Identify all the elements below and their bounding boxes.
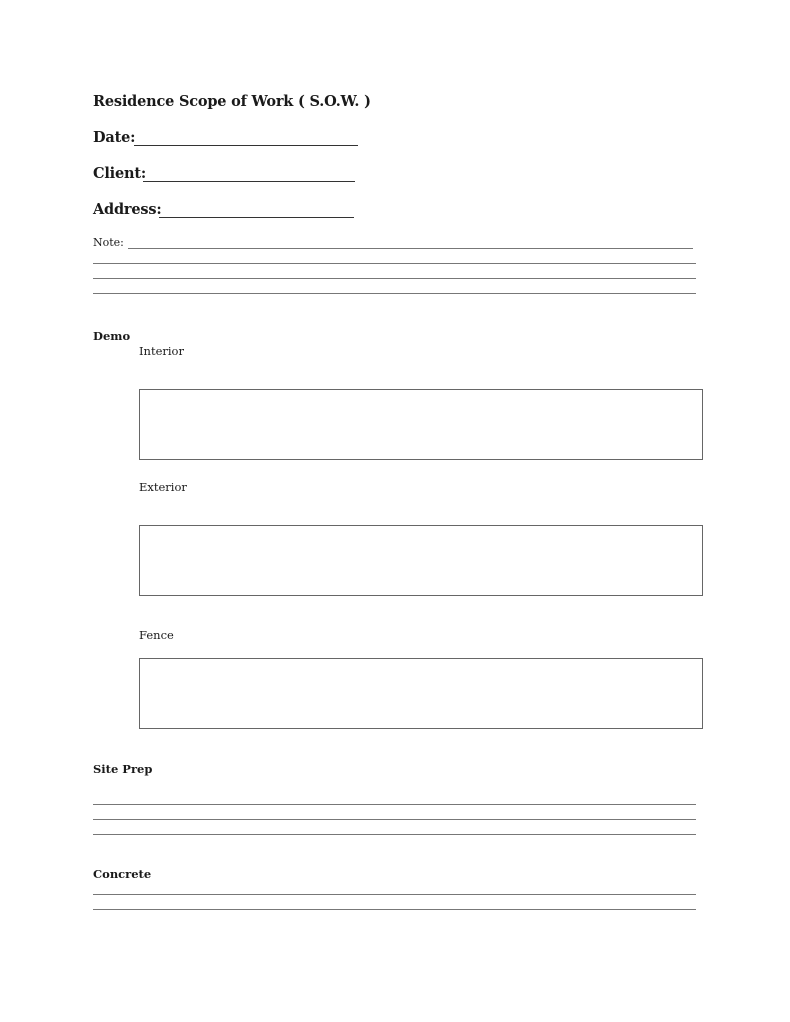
- note-label: Note:: [93, 236, 124, 249]
- note-line-2[interactable]: [93, 263, 696, 264]
- date-field[interactable]: [134, 145, 358, 146]
- interior-label: Interior: [139, 344, 184, 358]
- address-field[interactable]: [159, 217, 354, 218]
- fence-label: Fence: [139, 628, 174, 642]
- document-title: Residence Scope of Work ( S.O.W. ): [93, 93, 371, 110]
- address-label: Address:: [93, 201, 162, 218]
- section-site-prep-heading: Site Prep: [93, 762, 153, 776]
- section-concrete-heading: Concrete: [93, 867, 152, 881]
- site-prep-line-2[interactable]: [93, 819, 696, 820]
- exterior-label: Exterior: [139, 480, 187, 494]
- date-label: Date:: [93, 129, 136, 146]
- site-prep-line-3[interactable]: [93, 834, 696, 835]
- concrete-line-1[interactable]: [93, 894, 696, 895]
- site-prep-line-1[interactable]: [93, 804, 696, 805]
- section-demo-heading: Demo: [93, 329, 131, 343]
- client-field[interactable]: [143, 181, 355, 182]
- exterior-textbox[interactable]: [139, 525, 703, 596]
- fence-textbox[interactable]: [139, 658, 703, 729]
- concrete-line-2[interactable]: [93, 909, 696, 910]
- note-line-1[interactable]: [128, 248, 693, 249]
- note-line-3[interactable]: [93, 278, 696, 279]
- note-line-4[interactable]: [93, 293, 696, 294]
- client-label: Client:: [93, 165, 146, 182]
- interior-textbox[interactable]: [139, 389, 703, 460]
